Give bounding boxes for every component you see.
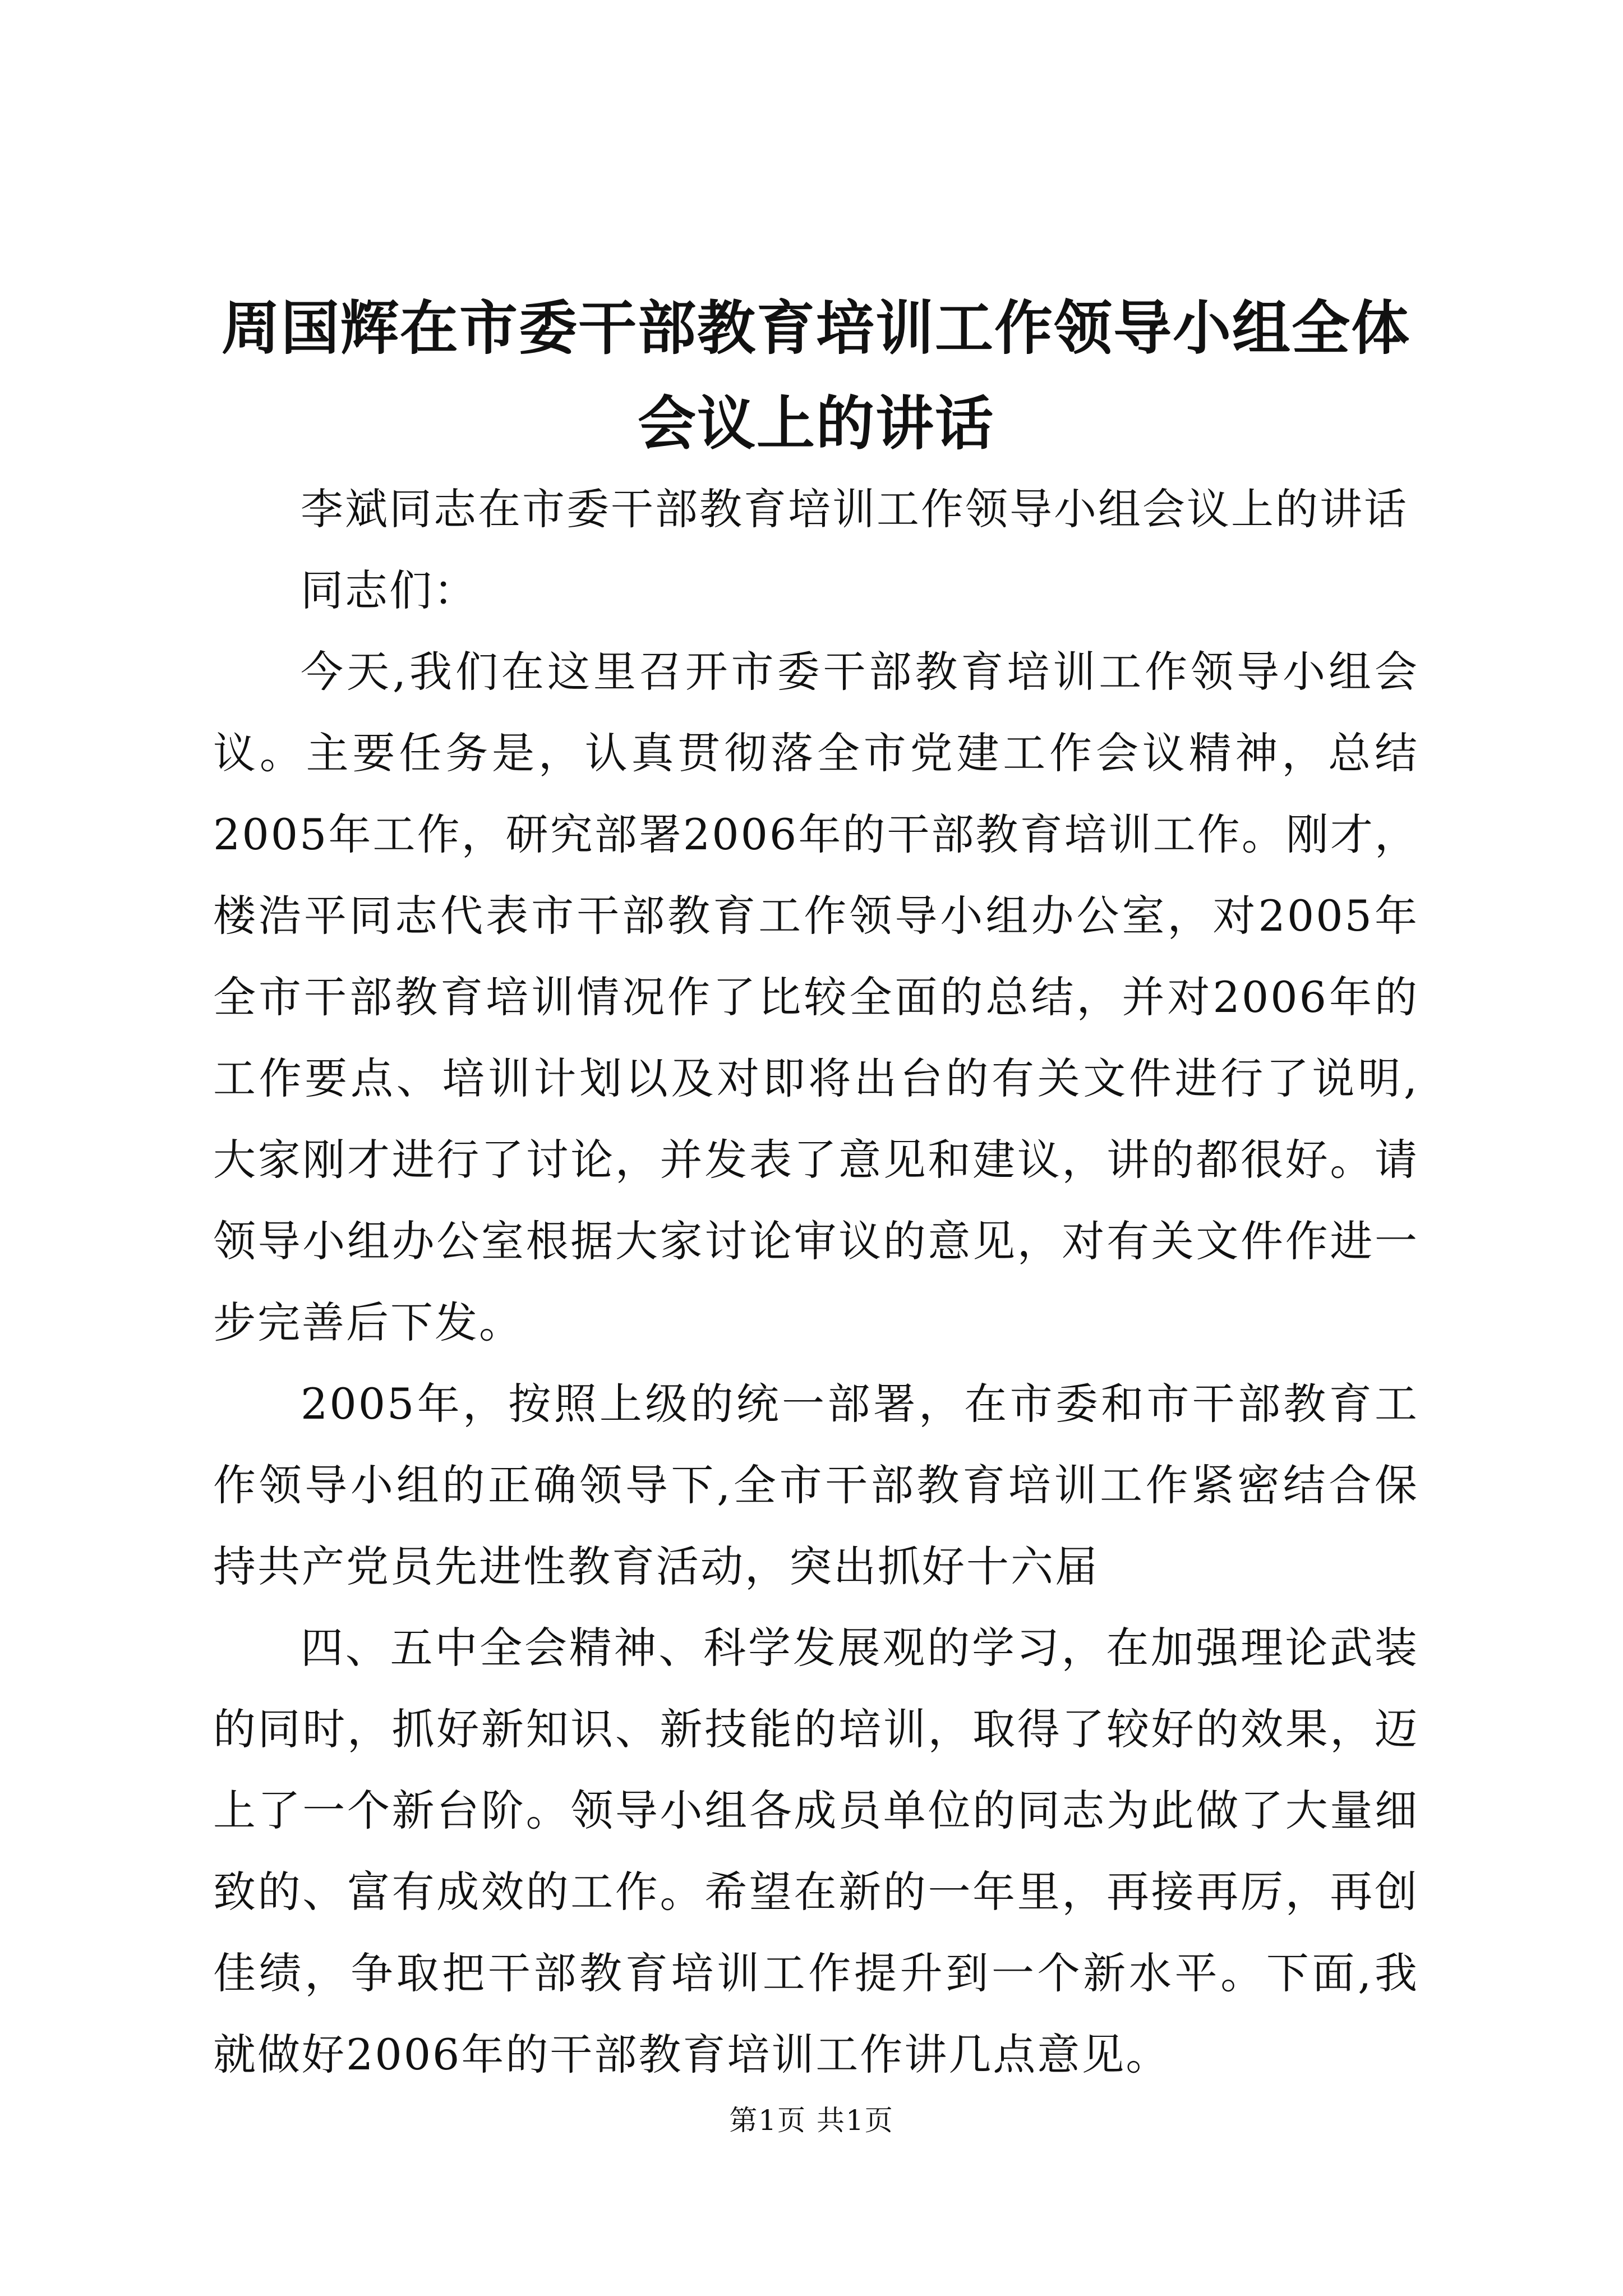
paragraph: 四、五中全会精神、科学发展观的学习，在加强理论武装的同时，抓好新知识、新技能的培训，取得了较好的效果，迈上了一个新台阶。领导小组各成员单位的同志为此做了大量细致的、富有成效的工作。希望在新的一年里，再接再厉，再创佳绩，争取把干部教育培训工作提升到一个新水平。下面,我就做好2006年的干部教育培训工作讲几点意见。 [213, 1623, 1419, 2079]
paragraph-salutation: 同志们： [301, 565, 478, 615]
document-title: 周国辉在市委干部教育培训工作领导小组全体会议上的讲话 [221, 294, 1410, 458]
paragraph: 今天,我们在这里召开市委干部教育培训工作领导小组会议。主要任务是，认真贯彻落全市党建工作会议精神，总结2005年工作，研究部署2006年的干部教育培训工作。刚才，楼浩平同志代表市干部教育工作领导小组办公室，对2005年全市干部教育培训情况作了比较全面的总结，并对2006年的工作要点、培训计划以及对即将出台的有关文件进行了说明,大家刚才进行了讨论，并发表了意见和建议，讲的都很好。请领导小组办公室根据大家讨论审议的意见，对有关文件作进一步完善后下发。 [213, 647, 1419, 1347]
paragraph-subtitle: 李斌同志在市委干部教育培训工作领导小组会议上的讲话 [301, 484, 1408, 534]
paragraph: 2005年，按照上级的统一部署，在市委和市干部教育工作领导小组的正确领导下,全市干部教育培训工作紧密结合保持共产党员先进性教育活动，突出抓好十六届 [213, 1379, 1419, 1591]
page-number-footer: 第1页 共1页 [729, 2104, 894, 2137]
document-body [213, 468, 1419, 2095]
